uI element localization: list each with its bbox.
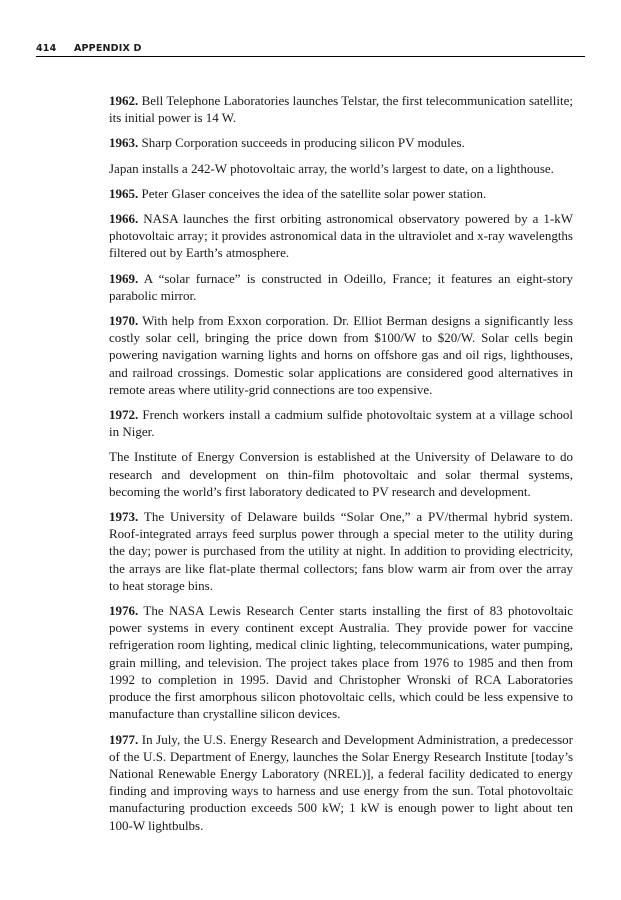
entry-1977 xyxy=(109,731,573,834)
entry-1966 xyxy=(109,210,573,262)
entry-text: Peter Glaser conceives the idea of the satellite solar power station. xyxy=(141,185,487,201)
entry-year: 1962. xyxy=(109,93,139,108)
entry-text: French workers install a cadmium sulfide photovoltaic system at a village school in Niger. xyxy=(109,407,574,440)
entry-text: Bell Telephone Laboratories launches Telstar, the first telecommunication satellite; its initial power is 14 W. xyxy=(109,93,574,126)
entry-1963 xyxy=(109,134,573,151)
entry-text: Japan installs a 242-W photovoltaic array, the world’s largest to date, on a lighthouse. xyxy=(109,160,554,176)
entry-year: 1977. xyxy=(109,731,139,747)
entry-1962 xyxy=(109,92,573,126)
entry-text: NASA launches the first orbiting astronomical observatory powered by a 1-kW photovoltaic array; it provides astronomical data in the ultraviolet and x-ray wavelengths filtered out by Earth’s atmosphere. xyxy=(109,211,573,261)
entry-1963-japan xyxy=(109,160,573,177)
entry-text: The Institute of Energy Conversion is established at the University of Delaware to do research and development on thin-film photovoltaic and solar thermal systems, becoming the world’s first laboratory dedicated to PV research and development. xyxy=(109,449,573,499)
entry-1970 xyxy=(109,312,573,398)
page-number: 414 xyxy=(36,43,57,54)
entry-year: 1972. xyxy=(109,407,139,423)
entry-1976 xyxy=(109,602,573,722)
entry-year: 1976. xyxy=(109,603,139,619)
entry-year: 1970. xyxy=(109,313,139,329)
entry-year: 1963. xyxy=(109,135,139,151)
entry-text: The NASA Lewis Research Center starts installing the first of 83 photovoltaic power systems in every continent except Australia. They provide power for vaccine refrigeration room lighting, medical clinic lighting, telecommunications, water pumping, grain milling, and television. The project takes place from 1976 to 1985 and then from 1992 to completion in 1995. David and Christopher Wronski of RCA Laboratories produce the first amorphous silicon photovoltaic cells, which could be less expensive to manufacture than crystalline silicon devices. xyxy=(109,603,574,722)
running-header xyxy=(36,42,585,57)
entry-1972 xyxy=(109,406,573,440)
entry-1965 xyxy=(109,185,573,202)
entry-year: 1969. xyxy=(109,270,139,286)
entry-year: 1973. xyxy=(109,509,139,525)
entry-1969 xyxy=(109,270,573,304)
entry-text: Sharp Corporation succeeds in producing silicon PV modules. xyxy=(141,135,465,151)
entry-1972-delaware xyxy=(109,448,573,500)
entry-1973 xyxy=(109,508,573,594)
page-body xyxy=(109,92,573,842)
entry-year: 1966. xyxy=(109,211,139,227)
entry-text: In July, the U.S. Energy Research and Development Administration, a predecessor of the U.S. Department of Energy, launches the Solar Energy Research Institute [today’s National Renewable Energy Laboratory (NREL)], a federal facility dedicated to energy finding and improving ways to harness and use energy from the sun. Total photovoltaic manufacturing production exceeds 500 kW; 1 kW is enough power to light about ten 100-W lightbulbs. xyxy=(109,731,574,833)
entry-year: 1965. xyxy=(109,185,139,201)
entry-text: With help from Exxon corporation. Dr. Elliot Berman designs a significantly less costly solar cell, bringing the price down from $100/W to $20/W. Solar cells begin powering navigation warning lights and horns on offshore gas and oil rigs, lighthouses, and railroad crossings. Domestic solar applications are considered good alternatives in remote areas where utility-grid connections are too expensive. xyxy=(109,313,573,397)
section-title: APPENDIX D xyxy=(73,43,142,54)
entry-text: The University of Delaware builds “Solar One,” a PV/thermal hybrid system. Roof-integrated arrays feed surplus power through a special meter to the utility during the day; power is purchased from the utility at night. In addition to providing electricity, the arrays are like flat-plate thermal collectors; fans blow warm air from over the array to heat storage bins. xyxy=(109,509,573,593)
entry-text: A “solar furnace” is constructed in Odeillo, France; it features an eight-story parabolic mirror. xyxy=(109,270,573,303)
